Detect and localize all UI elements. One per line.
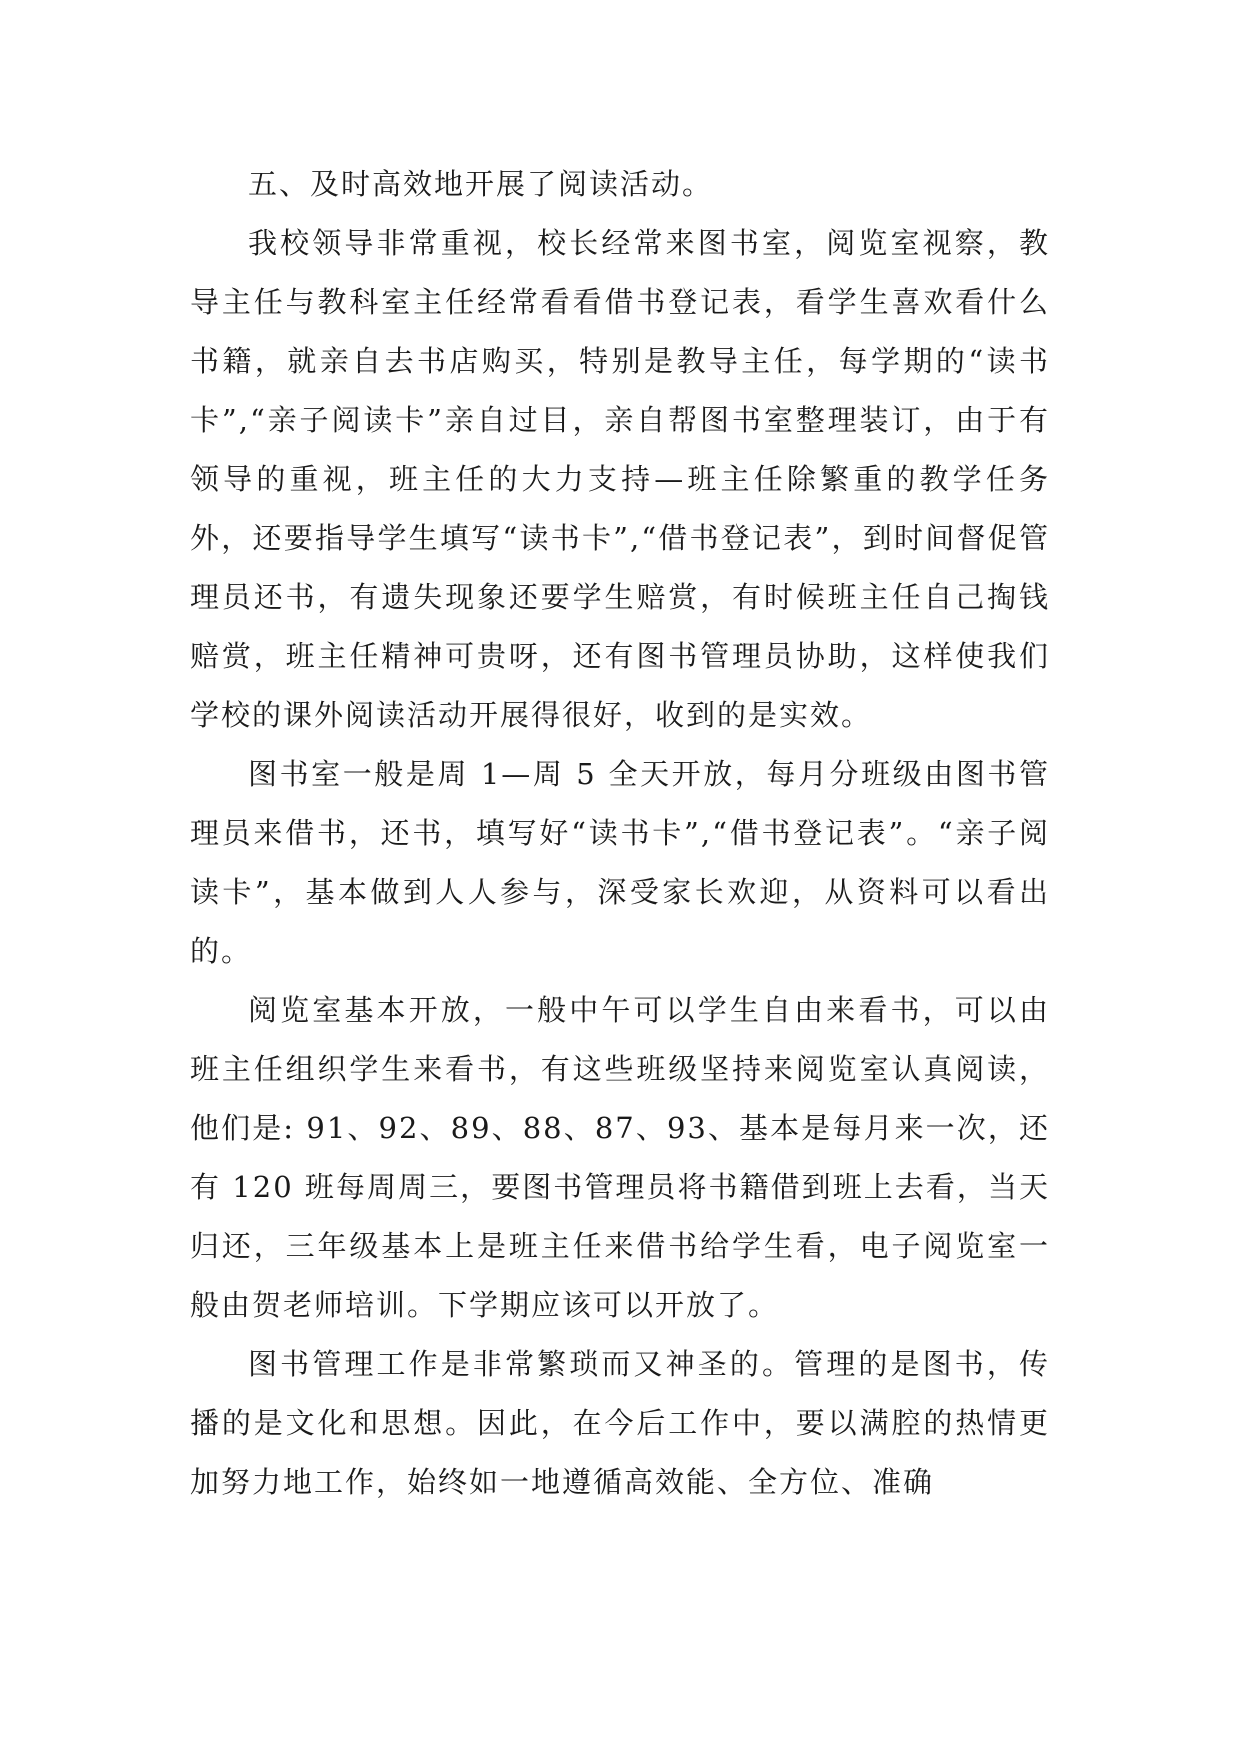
paragraph-management-work: 图书管理工作是非常繁琐而又神圣的。管理的是图书，传播的是文化和思想。因此，在今后工作中，要以满腔的热情更加努力地工作，始终如一地遵循高效能、全方位、准确 [190,1347,1050,1499]
document-body [190,155,1050,1512]
section-heading: 五、及时高效地开展了阅读活动。 [248,167,714,201]
paragraph-leadership: 我校领导非常重视，校长经常来图书室，阅览室视察，教导主任与教科室主任经常看看借书登记表，看学生喜欢看什么书籍，就亲自去书店购买，特别是教导主任，每学期的“读书卡”,“亲子阅读卡”亲自过目，亲自帮图书室整理装订，由于有领导的重视，班主任的大力支持—班主任除繁重的教学任务外，还要指导学生填写“读书卡”,“借书登记表”，到时间督促管理员还书，有遗失现象还要学生赔赏，有时候班主任自己掏钱赔赏，班主任精神可贵呀，还有图书管理员协助，这样使我们学校的课外阅读活动开展得很好，收到的是实效。 [190,226,1050,732]
paragraph-library-hours: 图书室一般是周 1—周 5 全天开放，每月分班级由图书管理员来借书，还书，填写好“读书卡”,“借书登记表”。“亲子阅读卡”，基本做到人人参与，深受家长欢迎，从资料可以看出的。 [190,757,1050,968]
paragraph-reading-room: 阅览室基本开放，一般中午可以学生自由来看书，可以由班主任组织学生来看书，有这些班级坚持来阅览室认真阅读，他们是: 91、92、89、88、87、93、基本是每月来一次，还有 120 班每周周三，要图书管理员将书籍借到班上去看，当天归还，三年级基本上是班主任来借书给学生看，电子阅览室一般由贺老师培训。下学期应该可以开放了。 [190,993,1050,1322]
